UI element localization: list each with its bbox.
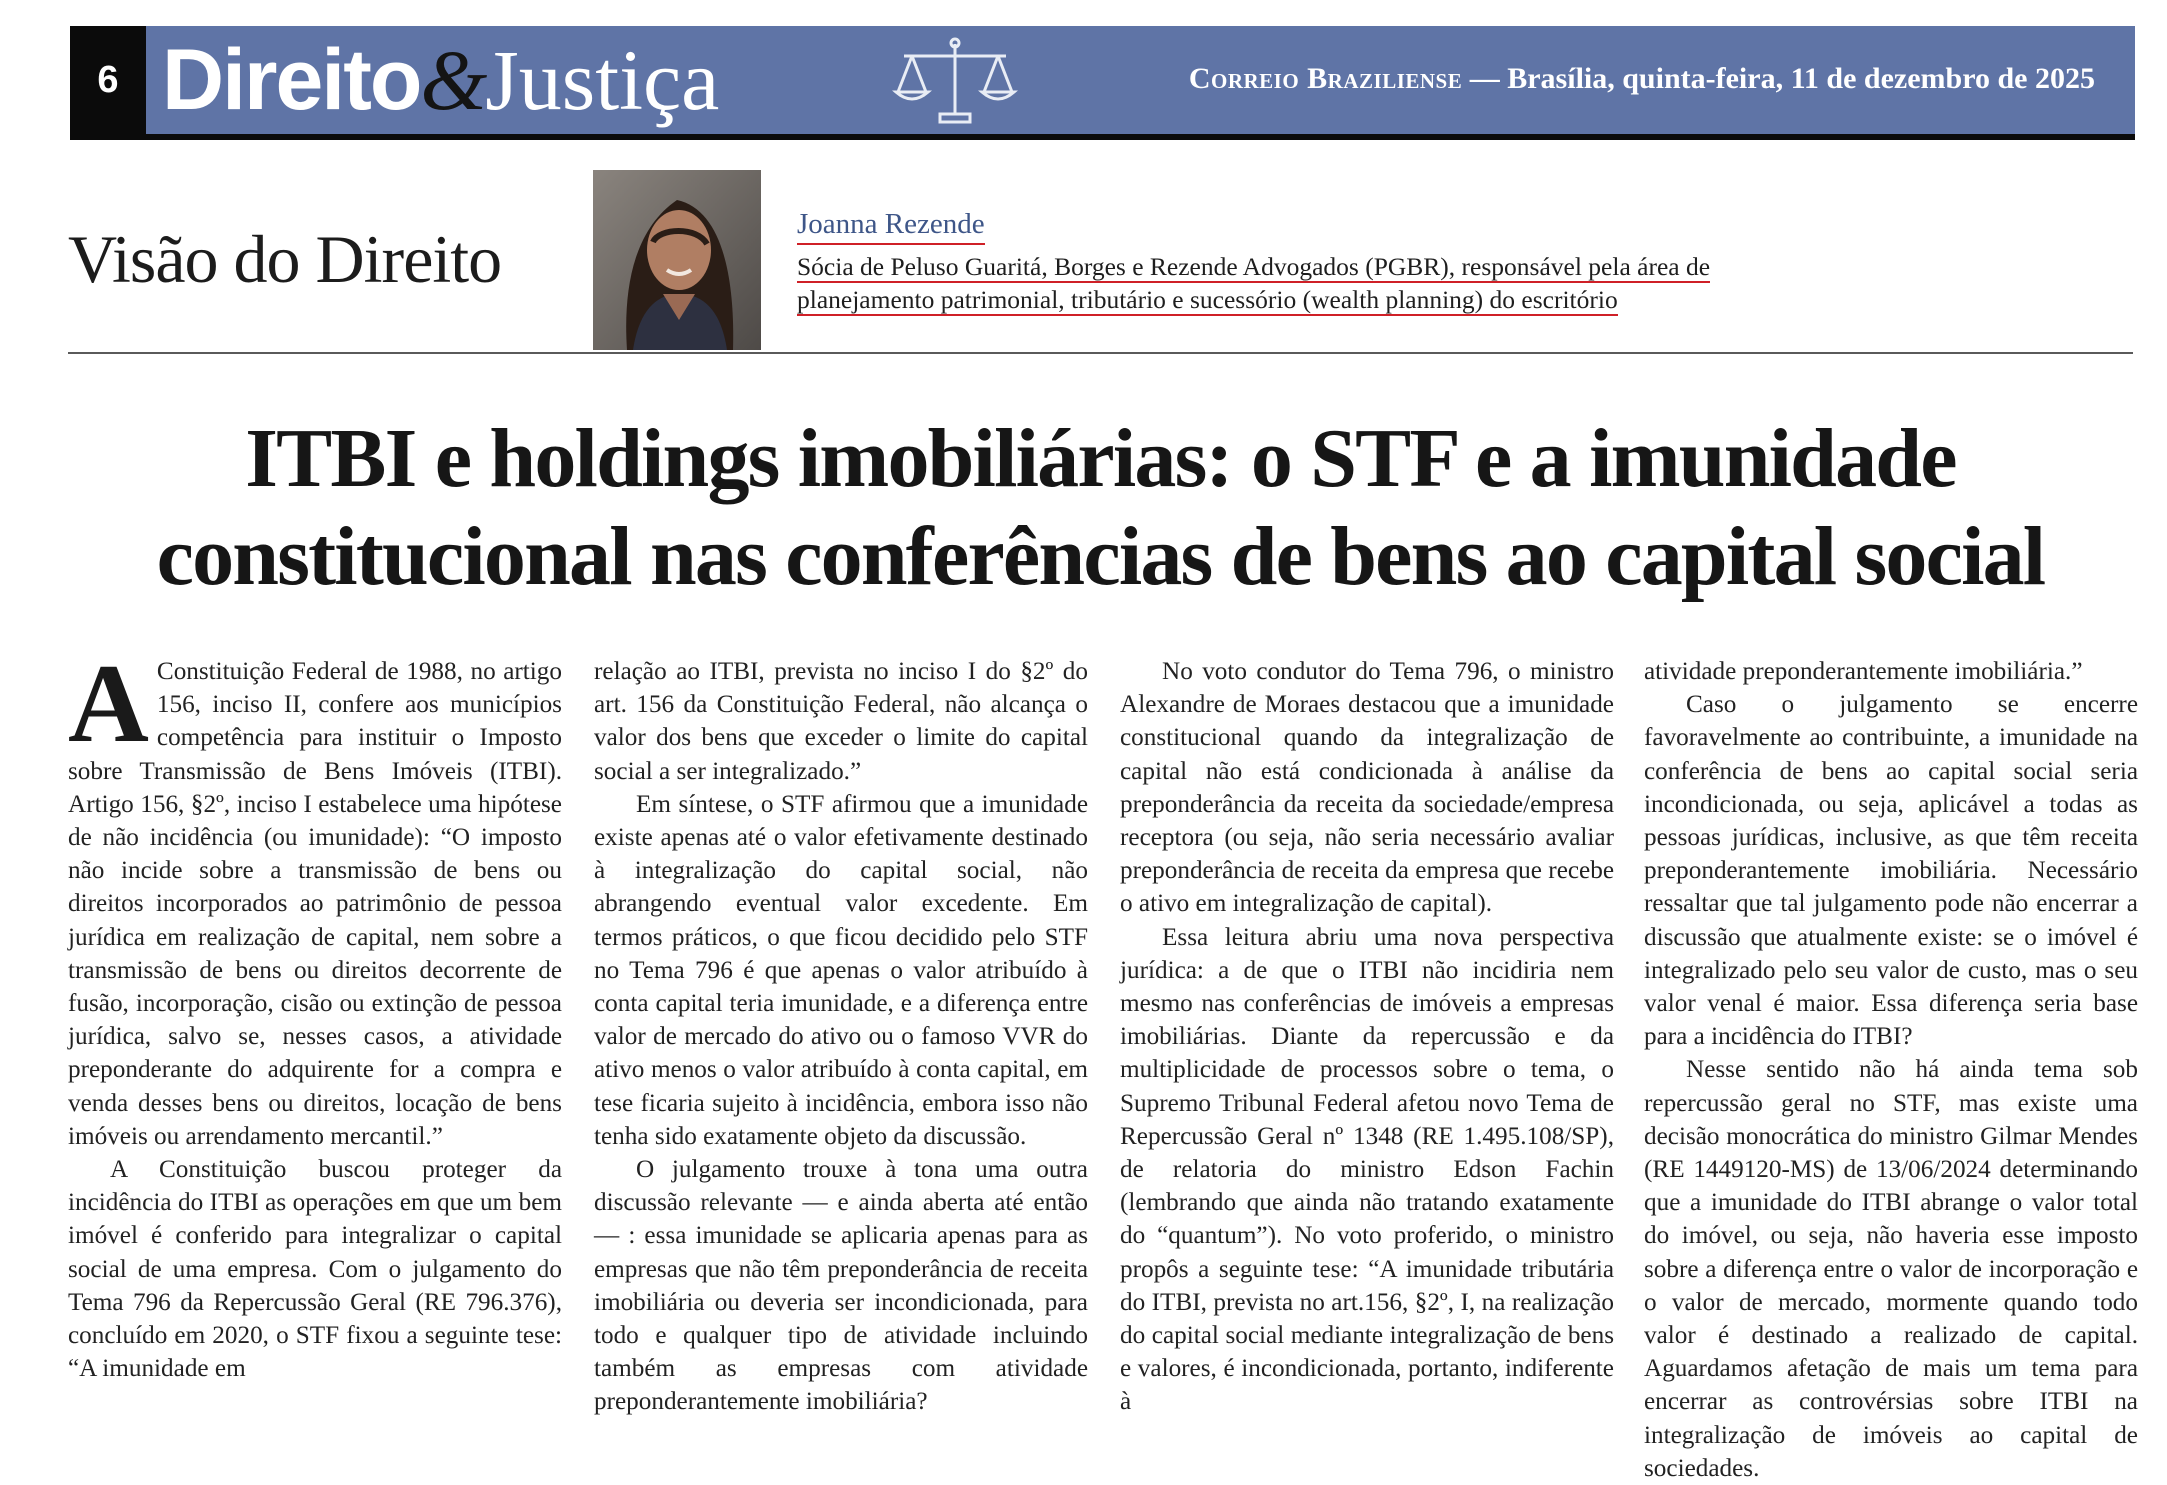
- author-photo: [593, 170, 761, 350]
- paragraph: Nesse sentido não há ainda tema sob repercussão geral no STF, mas existe uma decisão monocrática do ministro Gilmar Mendes (RE 1449120-MS) de 13/06/2024 determinando que a imunidade do ITBI abrange o valor total do imóvel, ou seja, não haveria esse imposto sobre a diferença entre o valor de incorporação e o valor de mercado, mormente quando todo valor é destinado a realizado de capital. Aguardamos afetação de mais um tema para encerrar as controvérsias sobre ITBI na integralização de imóveis ao capital de sociedades.: [1644, 1056, 2138, 1482]
- section-title-word1: Direito: [162, 32, 421, 128]
- paragraph: No voto condutor do Tema 796, o ministro Alexandre de Moraes destacou que a imunidade constitucional quando da integralização de capital não está condicionada à análise da preponderância da receita da sociedade/empresa receptora (ou seja, não seria necessário avaliar preponderância de receita da empresa que recebe o ativo em integralização de capital).: [1120, 658, 1614, 918]
- paragraph: [68, 642, 562, 1153]
- paragraph: relação ao ITBI, prevista no inciso I do §2º do art. 156 da Constituição Federal, não alcança o valor dos bens que exceder o limite do capital social a ser integralizado.”: [594, 658, 1088, 785]
- paragraph: Em síntese, o STF afirmou que a imunidade existe apenas até o valor efetivamente destinado à integralização do capital social, não abrangendo eventual valor excedente. Em termos práticos, o que ficou decidido pelo STF no Tema 796 é que apenas o valor atribuído à conta capital teria imunidade, e a diferença entre valor de mercado do ativo ou o famoso VVR do ativo menos o valor atribuído à conta capital, em tese ficaria sujeito à incidência, embora isso não tenha sido exatamente objeto da discussão.: [594, 790, 1088, 1150]
- author-bio: [797, 250, 1727, 316]
- column-name: Visão do Direito: [68, 221, 502, 297]
- article-column-4: [1644, 655, 2138, 1485]
- page-number: 6: [70, 26, 146, 134]
- newspaper-name: Correio Braziliense: [1188, 62, 1463, 95]
- paragraph: atividade preponderantemente imobiliária.”: [1644, 658, 2083, 685]
- section-divider: [68, 352, 2133, 354]
- headline-line-1: ITBI e holdings imobiliárias: o STF e a imunidade: [245, 412, 1956, 505]
- scales-of-justice-icon: [890, 34, 1020, 130]
- article-headline: [68, 410, 2133, 606]
- author-portrait-image: [593, 170, 761, 350]
- section-title-word2: Justiça: [485, 32, 720, 128]
- paragraph: Caso o julgamento se encerre favoravelmente ao contribuinte, a imunidade na conferência de bens ao capital social seria incondicionada, ou seja, aplicável a todas as pessoas jurídicas, inclusive, as que têm receita preponderantemente imobiliária. Necessário ressaltar que tal julgamento pode não encerrar a discussão que atualmente existe: se o imóvel é integralizado pelo seu valor de custo, mas o seu valor venal é maior. Essa diferença seria base para a incidência do ITBI?: [1644, 691, 2138, 1051]
- article-column-1: [68, 642, 562, 1385]
- section-title: [162, 32, 719, 128]
- paragraph: Essa leitura abriu uma nova perspectiva jurídica: a de que o ITBI não incidiria nem mesmo nas conferências de imóveis a empresas imobiliárias. Diante da repercussão e da multiplicidade de processos sobre o tema, o Supremo Tribunal Federal afetou novo Tema de Repercussão Geral nº 1348 (RE 1.495.108/SP), de relatoria do ministro Edson Fachin (lembrando que ainda não tratando exatamente do “quantum”). No voto proferido, o ministro propôs a seguinte tese: “A imunidade tributária do ITBI, prevista no art.156, §2º, I, na realização do capital social mediante integralização de bens e valores, é incondicionada, portanto, indiferente à: [1120, 923, 1614, 1416]
- article-column-2: [594, 655, 1088, 1419]
- paragraph-text: Constituição Federal de 1988, no artigo 156, inciso II, confere aos municípios competência para instituir o Imposto sobre Transmissão de Bens Imóveis (ITBI). Artigo 156, §2º, inciso I estabelece uma hipótese de não incidência (ou imunidade): “O imposto não incide sobre a transmissão de bens ou direitos incorporados ao patrimônio de pessoa jurídica em realização de capital, nem sobre a transmissão de bens ou direitos decorrente de fusão, incorporação, cisão ou extinção de pessoa jurídica, salvo se, nesses casos, a atividade preponderante do adquirente for a compra e venda desses bens ou direitos, locação de bens imóveis ou arrendamento mercantil.”: [68, 658, 562, 1150]
- section-header-band: [70, 26, 2135, 140]
- publication-date: — Brasília, quinta-feira, 11 de dezembro de 2025: [1462, 62, 2095, 95]
- section-title-ampersand: &: [420, 32, 486, 128]
- paragraph: O julgamento trouxe à tona uma outra discussão relevante — e ainda aberta até então — : essa imunidade se aplicaria apenas para as empresas que não têm preponderância de receita imobiliária ou deveria ser incondicionada, para todo e qualquer tipo de atividade incluindo também as empresas com atividade preponderantemente imobiliária?: [594, 1156, 1088, 1416]
- headline-line-2: constitucional nas conferências de bens ao capital social: [156, 510, 2045, 603]
- article-column-3: [1120, 655, 1614, 1419]
- author-name: Joanna Rezende: [797, 206, 985, 245]
- drop-cap: A: [68, 642, 149, 766]
- author-bio-text: Sócia de Peluso Guaritá, Borges e Rezende Advogados (PGBR), responsável pela área de planejamento patrimonial, tributário e sucessório (wealth planning) do escritório: [797, 252, 1711, 314]
- newspaper-dateline: [1189, 62, 2095, 96]
- paragraph: A Constituição buscou proteger da incidência do ITBI as operações em que um bem imóvel é conferido para integralizar o capital social de uma empresa. Com o julgamento do Tema 796 da Repercussão Geral (RE 796.376), concluído em 2020, o STF fixou a seguinte tese: “A imunidade em: [68, 1156, 562, 1383]
